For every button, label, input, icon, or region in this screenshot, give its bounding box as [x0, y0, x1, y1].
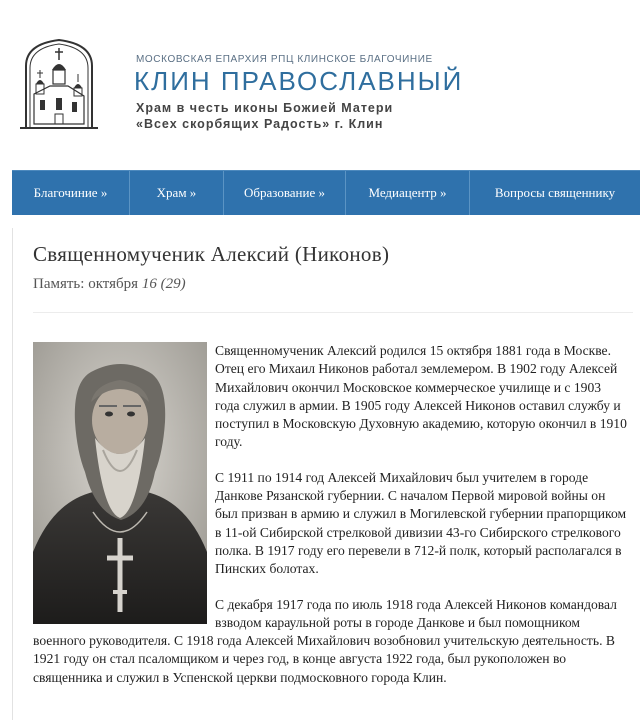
- tagline-line-2: «Всех скорбящих Радость» г. Клин: [136, 117, 384, 131]
- paragraph-3: С декабря 1917 года по июль 1918 года Алексей Никонов командовал взводом караульной роты в городе Данкове и был помощником военного руководителя. С 1918 года Алексей Михайлович возобновил учительскую деятельность. В 1921 году он стал псаломщиком и через год, в конце августа 1922 года, был рукоположен во священника и служил в Успенской церкви подмосковного города Клин.: [33, 596, 617, 685]
- paragraph-1: Священномученик Алексий родился 15 октября 1881 года в Москве. Отец его Михаил Никонов работал землемером. В 1902 году Алексей Михайлович окончил Московское коммерческое училище и с 1903 года служил в армии. В 1905 году Алексей Никонов оставил службу и поступил в Московскую Духовную академию, которую окончил в 1910 году.: [215, 343, 627, 450]
- site-header: [0, 0, 640, 170]
- memory-label: Память: октября: [33, 276, 139, 292]
- nav-item-khram[interactable]: Храм »: [130, 171, 224, 215]
- site-title[interactable]: КЛИН ПРАВОСЛАВНЫЙ: [134, 66, 464, 96]
- memory-date: [33, 276, 186, 293]
- page-title: Священномученик Алексий (Никонов): [33, 242, 390, 266]
- tagline: [136, 100, 393, 132]
- nav-item-obrazovanie[interactable]: Образование »: [224, 171, 346, 215]
- memory-date-value: 16 (29): [141, 276, 186, 292]
- tagline-line-1: Храм в честь иконы Божией Матери: [136, 101, 394, 115]
- nav-item-blagochinie[interactable]: Благочиние »: [12, 171, 130, 215]
- main-content: [12, 228, 640, 720]
- eparchy-label: МОСКОВСКАЯ ЕПАРХИЯ РПЦ КЛИНСКОЕ БЛАГОЧИНИЕ: [136, 54, 433, 65]
- paragraph-2: С 1911 по 1914 год Алексей Михайлович был учителем в городе Данкове Рязанской губернии. С началом Первой мировой войны он был призван в армию и служил в Могилевской губернии прапорщиком в 11-ой Сибирской стрелковой дивизии 43-го Сибирского стрелкового полка. В 1917 году его перевели в 712-й полк, который располагался в Пинских болотах.: [215, 469, 627, 577]
- nav-item-mediacenter[interactable]: Медиацентр »: [346, 171, 470, 215]
- church-logo-icon[interactable]: [16, 36, 102, 132]
- photo-spacer: [33, 342, 215, 626]
- article-body: [33, 342, 629, 704]
- divider: [33, 312, 633, 313]
- nav-item-questions[interactable]: Вопросы священнику: [494, 185, 616, 200]
- main-nav: [12, 170, 640, 215]
